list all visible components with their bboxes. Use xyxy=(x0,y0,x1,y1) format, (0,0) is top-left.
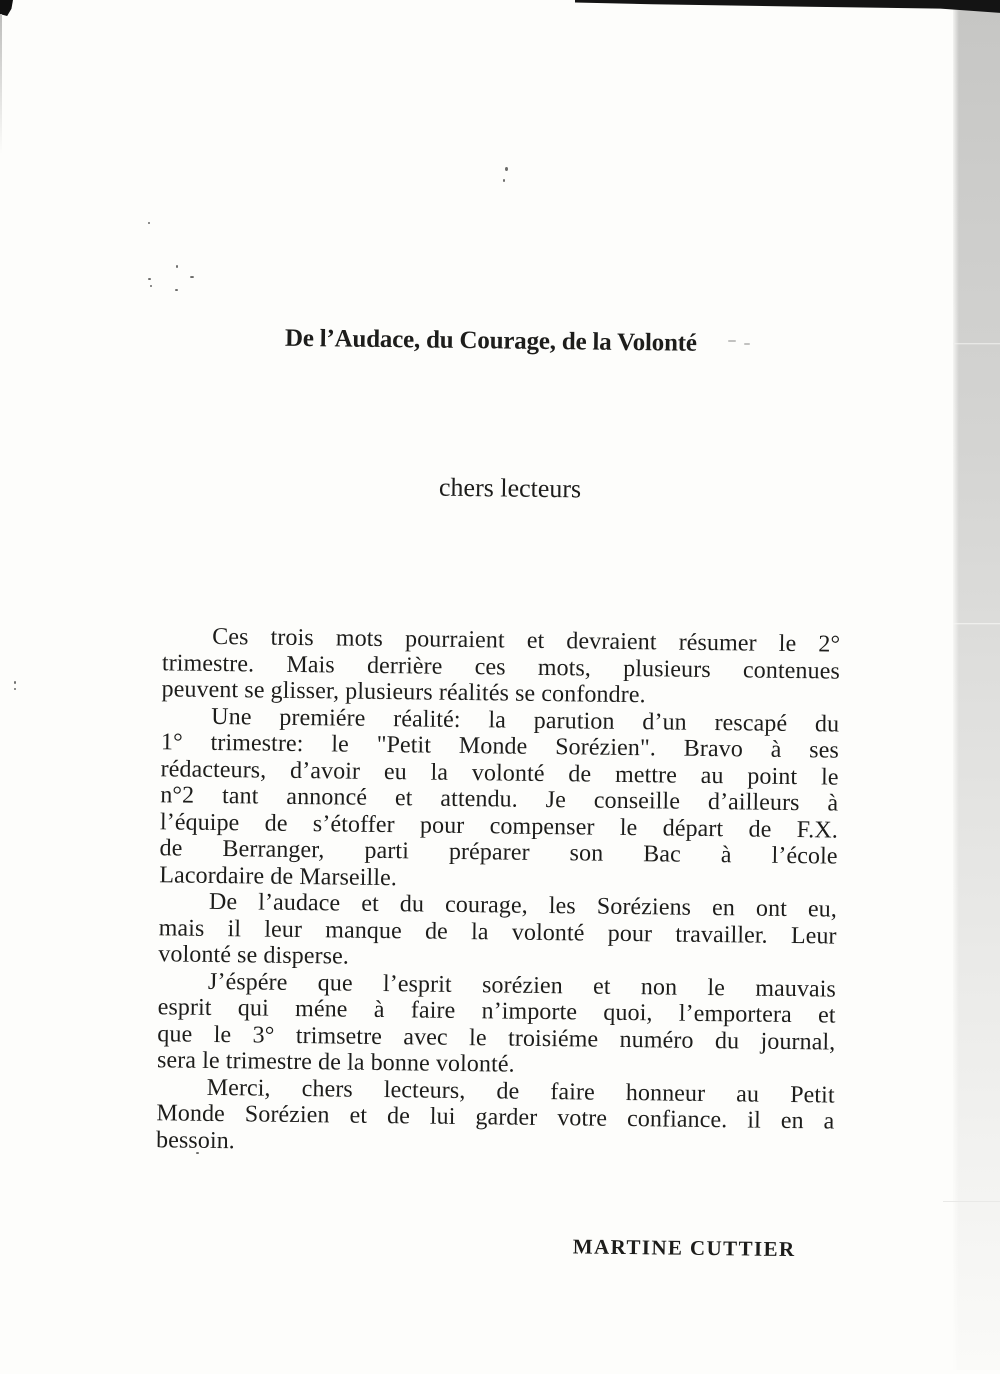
text-line: Merci, chers lecteurs, de faire honneur au Petit xyxy=(206,1074,835,1109)
text-line: De l’audace et du courage, les Soréziens en ont eu, xyxy=(208,888,838,923)
text-line: n°2 tant annoncé et attendu. Je conseille d’ailleurs à xyxy=(160,782,839,817)
paragraph xyxy=(157,968,836,1082)
text-line: sera le trimestre de la bonne volonté. xyxy=(156,1047,515,1078)
text-line: volonté se disperse. xyxy=(158,941,350,970)
paragraph xyxy=(158,888,837,976)
text-line: 1° trimestre: le "Petit Monde Sorézien". Bravo à ses xyxy=(160,729,840,764)
text-line: Monde Sorézien et de lui garder votre confiance. il en a xyxy=(156,1100,835,1135)
letter-title: De l’Audace, du Courage, de la Volonté xyxy=(284,324,697,357)
text-line: Lacordaire de Marseille. xyxy=(159,861,398,891)
text-line: rédacteurs, d’avoir eu la volonté de mettre au point le xyxy=(160,755,839,791)
text-line: bessoin. xyxy=(155,1126,236,1154)
letter-salutation: chers lecteurs xyxy=(438,472,582,504)
text-line: trimestre. Mais derrière ces mots, plusieurs contenues xyxy=(161,649,841,685)
text-line: que le 3° trimsetre avec le troisiéme numéro du journal, xyxy=(157,1020,836,1056)
text-line: esprit qui méne à faire n’importe quoi, l’emportera et xyxy=(157,994,836,1029)
paragraph xyxy=(159,703,839,897)
text-line: Une premiére réalité: la parution d’un rescapé du xyxy=(211,703,840,738)
text-line: Ces trois mots pourraient et devraient résumer le 2° xyxy=(212,623,841,658)
text-line: l’équipe de s’étoffer pour compenser le départ de F.X. xyxy=(159,808,839,844)
paragraph xyxy=(156,1074,835,1162)
text-line: mais il leur manque de la volonté pour travailler. Leur xyxy=(158,914,837,950)
letter-signature: MARTINE CUTTIER xyxy=(572,1234,796,1262)
text-line: peuvent se glisser, plusieurs réalités se confondre. xyxy=(161,676,646,709)
paragraph xyxy=(161,623,840,711)
text-line: J’éspére que l’esprit sorézien et non le mauvais xyxy=(207,968,837,1003)
text-line: de Berranger, parti préparer son Bac à l’école xyxy=(159,835,838,870)
letter-body xyxy=(156,623,840,1161)
